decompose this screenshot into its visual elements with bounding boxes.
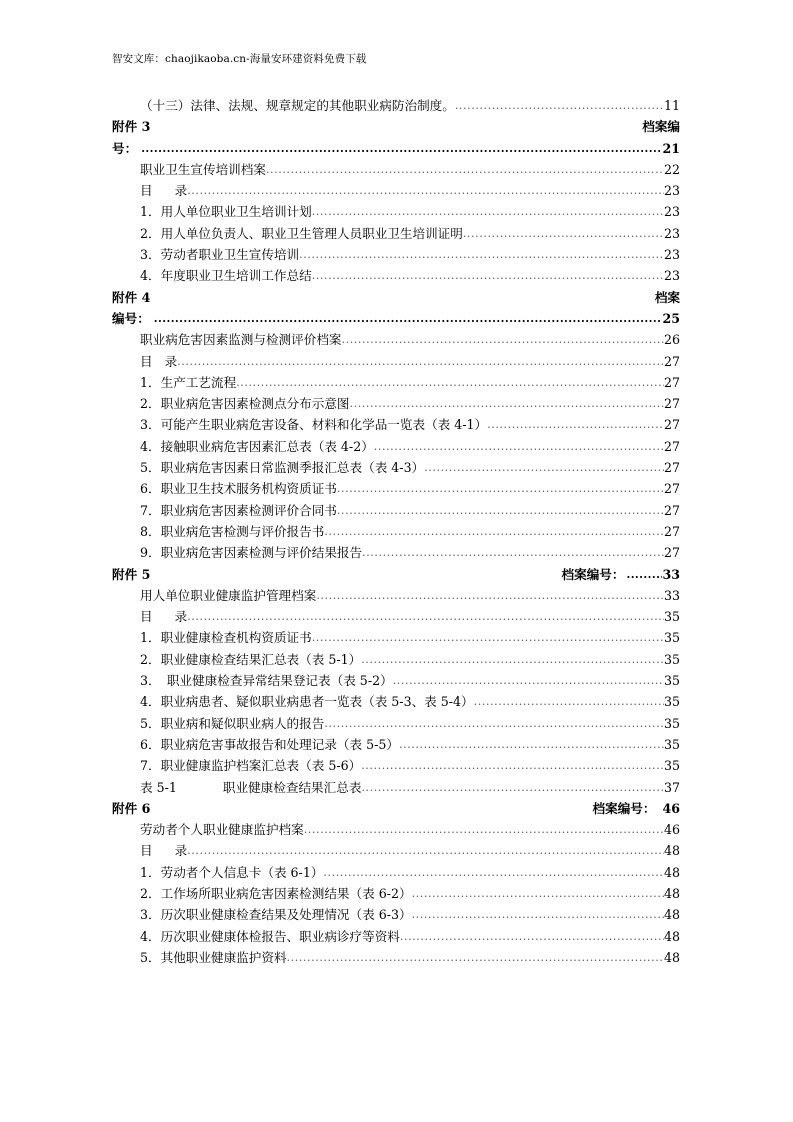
toc-entry-label: 职业卫生宣传培训档案 bbox=[140, 161, 266, 177]
toc-contents-label-6[interactable] bbox=[112, 840, 680, 861]
attachment-page: 33 bbox=[662, 566, 680, 582]
dot-leader bbox=[187, 180, 664, 201]
dot-leader bbox=[412, 883, 664, 904]
attachment-label: 附件 4 bbox=[112, 289, 151, 305]
toc-entry-page: 11 bbox=[663, 98, 680, 113]
dot-leader bbox=[266, 159, 664, 180]
dot-leader bbox=[393, 670, 664, 691]
toc-entry-label: 3．历次职业健康检查结果及处理情况（表 6-3） bbox=[140, 907, 412, 923]
dot-leader bbox=[337, 478, 664, 499]
toc-entry-page: 37 bbox=[663, 779, 680, 795]
toc-entry-page: 27 bbox=[663, 374, 680, 390]
list-item[interactable] bbox=[112, 713, 680, 734]
toc-entry-label: 1．生产工艺流程 bbox=[140, 374, 237, 390]
dot-leader bbox=[399, 734, 664, 755]
record-no-label: 档案编 bbox=[642, 119, 680, 135]
list-item[interactable] bbox=[112, 223, 680, 244]
record-no-label: 档案编号： bbox=[561, 566, 625, 582]
dot-leader bbox=[236, 372, 664, 393]
list-item[interactable] bbox=[112, 649, 680, 670]
toc-entry-page: 46 bbox=[663, 822, 680, 838]
toc-entry-page: 35 bbox=[663, 736, 680, 752]
list-item[interactable] bbox=[112, 755, 680, 776]
dot-leader bbox=[342, 329, 664, 350]
toc-entry-page: 33 bbox=[663, 587, 680, 603]
attachment-page: 46 bbox=[662, 800, 680, 816]
toc-entry-label: 4．历次职业健康体检报告、职业病诊疗等资料 bbox=[140, 928, 400, 944]
dot-leader bbox=[324, 521, 664, 542]
toc-section-title-4[interactable] bbox=[112, 329, 680, 350]
toc-entry-label: 1．用人单位职业卫生培训计划 bbox=[140, 204, 312, 220]
record-no-label: 档案编号： bbox=[592, 800, 656, 816]
toc-entry-page: 48 bbox=[663, 864, 680, 880]
toc-entry-label: 1．劳动者个人信息卡（表 6-1） bbox=[140, 864, 324, 880]
toc-entry-page: 27 bbox=[663, 502, 680, 518]
toc-entry-label: 5．其他职业健康监护资料 bbox=[140, 949, 287, 965]
toc-contents-label-4[interactable] bbox=[112, 351, 680, 372]
toc-entry-page: 27 bbox=[663, 353, 680, 369]
dot-leader bbox=[626, 564, 662, 585]
attachment-page: 25 bbox=[662, 310, 680, 326]
dot-leader bbox=[361, 777, 664, 798]
dot-leader bbox=[187, 840, 664, 861]
list-item[interactable] bbox=[112, 244, 680, 265]
toc-entry-page: 23 bbox=[663, 225, 680, 241]
toc-contents-label-5[interactable] bbox=[112, 606, 680, 627]
list-item[interactable] bbox=[112, 670, 680, 691]
list-item[interactable] bbox=[112, 627, 680, 648]
dot-leader bbox=[324, 713, 664, 734]
toc-entry-label: 7．职业病危害因素检测评价合同书 bbox=[140, 502, 337, 518]
toc-entry-leading[interactable] bbox=[112, 95, 680, 116]
toc-entry-label: 2．工作场所职业病危害因素检测结果（表 6-2） bbox=[140, 885, 412, 901]
list-item[interactable] bbox=[112, 691, 680, 712]
toc-entry-page: 48 bbox=[663, 949, 680, 965]
attachment-label: 附件 3 bbox=[112, 119, 151, 135]
attachment-heading-4[interactable] bbox=[112, 287, 680, 308]
toc-section-title-5[interactable] bbox=[112, 585, 680, 606]
toc-entry-label: 4．职业病患者、疑似职业病患者一览表（表 5-3、表 5-4） bbox=[140, 694, 474, 710]
dot-leader bbox=[323, 862, 664, 883]
toc-entry-page: 23 bbox=[663, 247, 680, 263]
attachment-heading-5[interactable] bbox=[112, 564, 680, 585]
toc-table-entry-5-1[interactable] bbox=[112, 777, 680, 798]
toc-entry-page: 27 bbox=[663, 460, 680, 476]
toc-entry-label: 1．职业健康检查机构资质证书 bbox=[140, 630, 312, 646]
toc-entry-label: 目 录 bbox=[140, 843, 188, 859]
list-item[interactable] bbox=[112, 883, 680, 904]
dot-leader bbox=[337, 500, 664, 521]
list-item[interactable] bbox=[112, 734, 680, 755]
toc-entry-label: 4．接触职业病危害因素汇总表（表 4-2） bbox=[140, 438, 374, 454]
toc-entry-page: 48 bbox=[663, 928, 680, 944]
list-item[interactable] bbox=[112, 862, 680, 883]
page-header: 智安文库：chaojikaoba.cn-海量安环建资料免费下载 bbox=[112, 53, 367, 65]
dot-leader bbox=[463, 223, 664, 244]
list-item[interactable] bbox=[112, 904, 680, 925]
toc-entry-page: 35 bbox=[663, 630, 680, 646]
dot-leader bbox=[187, 606, 664, 627]
toc-entry-page: 35 bbox=[663, 651, 680, 667]
list-item[interactable] bbox=[112, 478, 680, 499]
dot-leader bbox=[141, 138, 662, 159]
dot-leader bbox=[316, 585, 664, 606]
toc-entry-page: 48 bbox=[663, 843, 680, 859]
list-item[interactable] bbox=[112, 500, 680, 521]
dot-leader bbox=[312, 201, 664, 222]
toc-entry-label: 表 5-1 职业健康检查结果汇总表 bbox=[140, 779, 362, 795]
toc-entry-page: 35 bbox=[663, 715, 680, 731]
dot-leader bbox=[299, 244, 664, 265]
toc-entry-page: 35 bbox=[663, 758, 680, 774]
toc-entry-label: 4．年度职业卫生培训工作总结 bbox=[140, 268, 312, 284]
toc-entry-label: 6．职业病危害事故报告和处理记录（表 5-5） bbox=[140, 736, 399, 752]
attachment-heading-3-cont[interactable] bbox=[112, 138, 680, 159]
toc-entry-page: 27 bbox=[663, 481, 680, 497]
toc-entry-label: 5．职业病和疑似职业病人的报告 bbox=[140, 715, 325, 731]
attachment-label: 附件 6 bbox=[112, 800, 151, 816]
dot-leader bbox=[361, 755, 664, 776]
toc-entry-page: 27 bbox=[663, 523, 680, 539]
toc-entry-label: 2．职业病危害因素检测点分布示意图 bbox=[140, 396, 350, 412]
attachment-heading-4-cont[interactable] bbox=[112, 308, 680, 329]
record-no-label-cont: 号： bbox=[112, 140, 138, 156]
toc-entry-label: 7．职业健康监护档案汇总表（表 5-6） bbox=[140, 758, 362, 774]
toc-entry-page: 27 bbox=[663, 545, 680, 561]
toc-section-title-6[interactable] bbox=[112, 819, 680, 840]
toc-entry-label: 用人单位职业健康监护管理档案 bbox=[140, 587, 317, 603]
toc-entry-label: 6．职业卫生技术服务机构资质证书 bbox=[140, 481, 337, 497]
toc-entry-label: （十三）法律、法规、规章规定的其他职业病防治制度。 bbox=[140, 98, 455, 113]
toc-entry-page: 23 bbox=[663, 204, 680, 220]
list-item[interactable] bbox=[112, 201, 680, 222]
toc-entry-page: 48 bbox=[663, 885, 680, 901]
toc-entry-page: 27 bbox=[663, 417, 680, 433]
toc-entry-page: 27 bbox=[663, 438, 680, 454]
attachment-heading-3[interactable] bbox=[112, 116, 680, 137]
toc-entry-page: 35 bbox=[663, 609, 680, 625]
toc-entry-page: 48 bbox=[663, 907, 680, 923]
list-item[interactable] bbox=[112, 947, 680, 968]
record-no-label: 档案 bbox=[654, 289, 680, 305]
list-item[interactable] bbox=[112, 542, 680, 563]
dot-leader bbox=[304, 819, 664, 840]
toc-entry-label: 目 录 bbox=[140, 183, 188, 199]
table-of-contents bbox=[112, 95, 680, 968]
list-item[interactable] bbox=[112, 521, 680, 542]
list-item[interactable] bbox=[112, 436, 680, 457]
dot-leader bbox=[474, 691, 664, 712]
dot-leader bbox=[177, 351, 664, 372]
toc-entry-page: 23 bbox=[663, 268, 680, 284]
list-item[interactable] bbox=[112, 372, 680, 393]
dot-leader bbox=[412, 904, 664, 925]
list-item[interactable] bbox=[112, 265, 680, 286]
record-no-group bbox=[593, 798, 681, 819]
dot-leader bbox=[350, 393, 664, 414]
toc-entry-page: 35 bbox=[663, 694, 680, 710]
toc-entry-page: 22 bbox=[663, 161, 680, 177]
list-item[interactable] bbox=[112, 414, 680, 435]
toc-entry-label: 3．劳动者职业卫生宣传培训 bbox=[140, 247, 300, 263]
toc-entry-label: 9．职业病危害因素检测与评价结果报告 bbox=[140, 545, 363, 561]
dot-leader bbox=[487, 414, 664, 435]
dot-leader bbox=[374, 436, 664, 457]
toc-entry-page: 27 bbox=[663, 396, 680, 412]
record-no-group bbox=[562, 564, 681, 586]
toc-entry-label: 8．职业病危害检测与评价报告书 bbox=[140, 523, 325, 539]
toc-entry-label: 3．可能产生职业病危害设备、材料和化学品一览表（表 4-1） bbox=[140, 417, 488, 433]
toc-entry-label: 职业病危害因素监测与检测评价档案 bbox=[140, 332, 342, 348]
dot-leader bbox=[361, 649, 664, 670]
toc-entry-page: 23 bbox=[663, 183, 680, 199]
list-item[interactable] bbox=[112, 926, 680, 947]
toc-entry-label: 5．职业病危害因素日常监测季报汇总表（表 4-3） bbox=[140, 460, 425, 476]
toc-entry-label: 目 录 bbox=[140, 609, 188, 625]
toc-section-title-3[interactable] bbox=[112, 159, 680, 180]
dot-leader bbox=[424, 457, 664, 478]
dot-leader bbox=[287, 947, 664, 968]
toc-entry-page: 35 bbox=[663, 673, 680, 689]
toc-entry-label: 2．职业健康检查结果汇总表（表 5-1） bbox=[140, 651, 362, 667]
record-no-label-cont: 编号： bbox=[112, 310, 150, 326]
toc-contents-label-3[interactable] bbox=[112, 180, 680, 201]
list-item[interactable] bbox=[112, 457, 680, 478]
dot-leader bbox=[312, 265, 664, 286]
toc-entry-label: 劳动者个人职业健康监护档案 bbox=[140, 822, 304, 838]
attachment-page: 21 bbox=[662, 140, 680, 156]
dot-leader bbox=[154, 308, 663, 329]
attachment-label: 附件 5 bbox=[112, 566, 151, 582]
dot-leader bbox=[362, 542, 664, 563]
toc-entry-label: 3． 职业健康检查异常结果登记表（表 5-2） bbox=[140, 673, 393, 689]
list-item[interactable] bbox=[112, 393, 680, 414]
dot-leader bbox=[312, 627, 664, 648]
toc-entry-label: 目 录 bbox=[140, 353, 178, 369]
toc-entry-page: 26 bbox=[663, 332, 680, 348]
dot-leader bbox=[455, 95, 664, 116]
attachment-heading-6[interactable] bbox=[112, 798, 680, 819]
toc-entry-label: 2．用人单位负责人、职业卫生管理人员职业卫生培训证明 bbox=[140, 225, 463, 241]
dot-leader bbox=[400, 926, 664, 947]
